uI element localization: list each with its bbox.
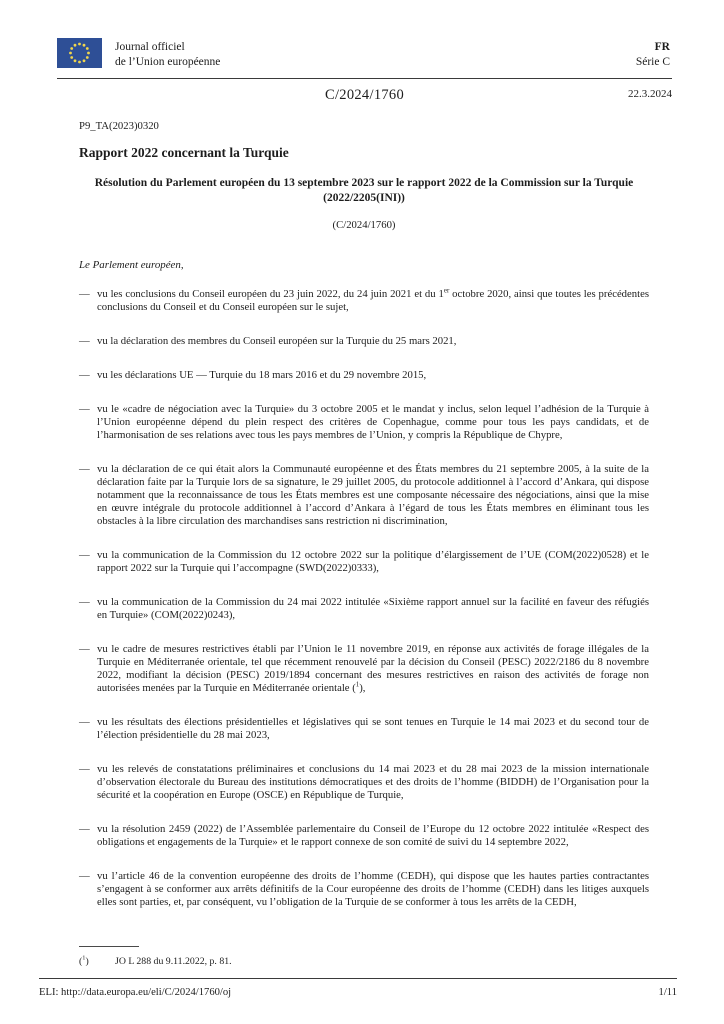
journal-title bbox=[115, 38, 220, 70]
vu-item-text: vu la communication de la Commission du 24 mai 2022 intitulée «Sixième rapport annuel sur la facilité en faveur des réfugiés en Turquie» (COM(2022)0243), bbox=[97, 596, 649, 621]
procedure-reference: P9_TA(2023)0320 bbox=[79, 120, 159, 132]
vu-item bbox=[79, 870, 649, 909]
eu-flag-icon bbox=[57, 38, 102, 68]
dash-marker: — bbox=[79, 288, 90, 300]
document-subtitle: Résolution du Parlement européen du 13 septembre 2023 sur le rapport 2022 de la Commission sur la Turquie (2022/2205(INI)) bbox=[94, 177, 634, 204]
series-label: Série C bbox=[635, 56, 670, 68]
page-number: 1/11 bbox=[658, 987, 677, 998]
document-body bbox=[79, 120, 649, 909]
journal-title-line1: Journal officiel bbox=[115, 41, 185, 53]
citation-list bbox=[79, 288, 649, 909]
intro-line: Le Parlement européen, bbox=[79, 259, 184, 271]
vu-item-text: vu les conclusions du Conseil européen du 23 juin 2022, du 24 juin 2021 et du 1er octobre 2020, ainsi que toutes les précédentes conclusions du Conseil et du Conseil européen sur le sujet, bbox=[97, 286, 649, 313]
vu-item-text: vu les relevés de constatations préliminaires et conclusions du 14 mai 2023 et du 28 mai 2023 de la mission internationale d’observation électorale du Bureau des institutions démocratiques et des droits de l’homme (BIDDH) de l’Organisation pour la sécurité et la coopération en Europe (OSCE) en République de Turquie, bbox=[97, 763, 649, 801]
dash-marker: — bbox=[79, 463, 90, 475]
dash-marker: — bbox=[79, 823, 90, 835]
vu-item-text: vu la communication de la Commission du 12 octobre 2022 sur la politique d’élargissement de l’UE (COM(2022)0528) et le rapport 2022 sur la Turquie qui l’accompagne (SWD(2022)0333), bbox=[97, 549, 649, 574]
vu-item bbox=[79, 549, 649, 575]
header-rule bbox=[57, 78, 672, 79]
footnote-text: JO L 288 du 9.11.2022, p. 81. bbox=[115, 956, 232, 967]
vu-item-text: vu les déclarations UE — Turquie du 18 mars 2016 et du 29 novembre 2015, bbox=[97, 369, 427, 381]
vu-item bbox=[79, 288, 649, 314]
doc-number-row bbox=[57, 86, 672, 104]
vu-item bbox=[79, 716, 649, 742]
language-label: FR bbox=[654, 41, 670, 53]
dash-marker: — bbox=[79, 403, 90, 415]
header bbox=[57, 38, 670, 70]
vu-item bbox=[79, 643, 649, 695]
dash-marker: — bbox=[79, 643, 90, 655]
journal-brand bbox=[57, 38, 220, 70]
dash-marker: — bbox=[79, 596, 90, 608]
document-number-parenthetical: (C/2024/1760) bbox=[332, 219, 396, 231]
vu-item bbox=[79, 403, 649, 442]
footnote-divider bbox=[79, 946, 139, 947]
dash-marker: — bbox=[79, 763, 90, 775]
footnote-marker: ($^1$) bbox=[79, 954, 89, 967]
vu-item-text: vu le «cadre de négociation avec la Turquie» du 3 octobre 2005 et le mandat y inclus, selon lequel l’adhésion de la Turquie à l’Union européenne dépend du plein respect des critères de Copenhague, comme pour tous les pays candidats, et de l’harmonisation de ses relations avec tous les pays membres de l’Union, y compris la République de Chypre, bbox=[97, 403, 649, 441]
dash-marker: — bbox=[79, 716, 90, 728]
vu-item-text: vu la résolution 2459 (2022) de l’Assemblée parlementaire du Conseil de l’Europe du 12 octobre 2022 intitulée «Respect des obligations et engagements de la Turquie» et le rapport connexe de son comité de suivi du 14 septembre 2022, bbox=[97, 823, 649, 848]
footer bbox=[39, 987, 677, 998]
dash-marker: — bbox=[79, 549, 90, 561]
issue-date: 22.3.2024 bbox=[628, 88, 672, 100]
journal-title-line2: de l’Union européenne bbox=[115, 56, 221, 68]
document-title: Rapport 2022 concernant la Turquie bbox=[79, 145, 289, 160]
document-number: C/2024/1760 bbox=[324, 87, 405, 103]
language-series bbox=[636, 38, 670, 70]
vu-item bbox=[79, 335, 649, 348]
vu-item bbox=[79, 369, 649, 382]
vu-item bbox=[79, 596, 649, 622]
vu-item bbox=[79, 463, 649, 528]
dash-marker: — bbox=[79, 369, 90, 381]
dash-marker: — bbox=[79, 335, 90, 347]
eli-link[interactable]: ELI: http://data.europa.eu/eli/C/2024/1760/oj bbox=[39, 987, 232, 998]
vu-item bbox=[79, 823, 649, 849]
vu-item bbox=[79, 763, 649, 802]
vu-item-text: vu les résultats des élections présidentielles et législatives qui se sont tenues en Turquie le 14 mai 2023 et du second tour de l’élection présidentielle du 28 mai 2023, bbox=[97, 716, 649, 741]
vu-item-text: vu l’article 46 de la convention européenne des droits de l’homme (CEDH), qui dispose que les hautes parties contractantes s’engagent à se conformer aux arrêts définitifs de la Cour européenne des droits de l’homme (CEDH) dans les litiges auxquels elles sont parties, et, par conséquent, vu l’obligation de la Turquie de se conformer à tous les arrêts de la CEDH, bbox=[97, 870, 649, 908]
vu-item-text: vu la déclaration de ce qui était alors la Communauté européenne et des États membres du 21 septembre 2005, à la suite de la déclaration faite par la Turquie lors de sa signature, le 29 juillet 2005, du protocole additionnel à l’accord d’Ankara, qui dispose notamment que la reconnaissance de tous les États membres est une composante nécessaire des négociations, ainsi que la mise en œuvre intégrale du protocole additionnel à l’accord d’Ankara à l’égard de tous les États membres en éliminant tous les obstacles à la libre circulation des marchandises sans restriction ni discrimination, bbox=[97, 463, 649, 527]
vu-item-text: vu la déclaration des membres du Conseil européen sur la Turquie du 25 mars 2021, bbox=[97, 335, 457, 347]
dash-marker: — bbox=[79, 870, 90, 882]
footnote bbox=[79, 956, 645, 967]
vu-item-text: vu le cadre de mesures restrictives établi par l’Union le 11 novembre 2019, en réponse aux activités de forage illégales de la Turquie en Méditerranée orientale, tel que récemment renouvelé par la décision du Conseil (PESC) 2022/2186 du 8 novembre 2022, modifiant la décision (PESC) 2019/1894 concernant des mesures restrictives en raison des activités de forage non autorisées menées par la Turquie en Méditerranée orientale ($^1$), bbox=[97, 643, 649, 694]
footer-rule bbox=[39, 978, 677, 979]
